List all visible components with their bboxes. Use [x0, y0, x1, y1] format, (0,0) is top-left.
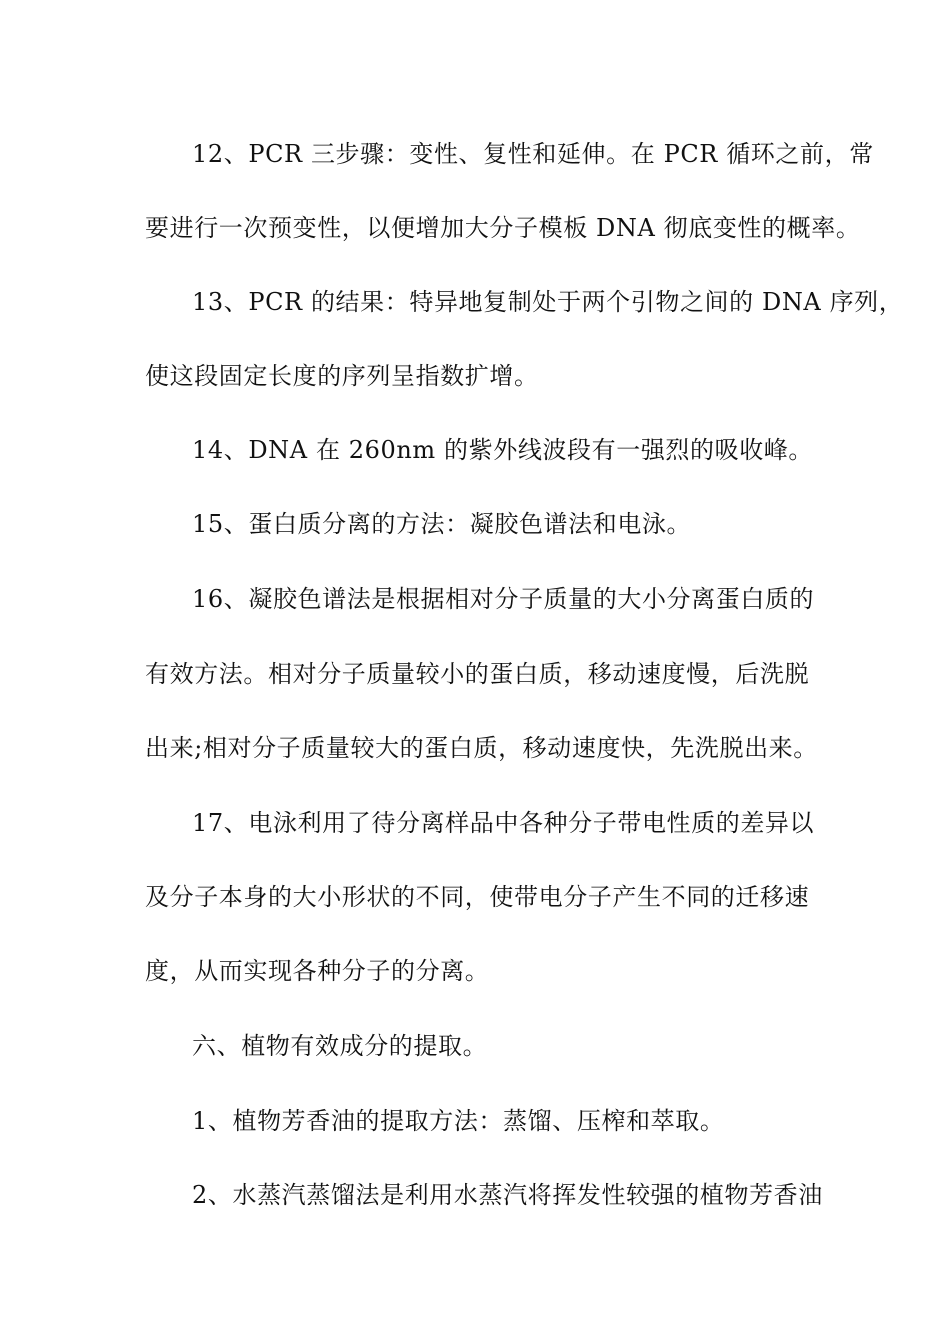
text-line: 15、蛋白质分离的方法：凝胶色谱法和电泳。 [192, 510, 692, 538]
text-line: 出来;相对分子质量较大的蛋白质，移动速度快，先洗脱出来。 [145, 734, 818, 762]
text-line: 16、凝胶色谱法是根据相对分子质量的大小分离蛋白质的 [192, 585, 815, 613]
text-line: 17、电泳利用了待分离样品中各种分子带电性质的差异以 [192, 809, 815, 837]
text-line: 使这段固定长度的序列呈指数扩增。 [145, 362, 539, 390]
text-line: 1、植物芳香油的提取方法：蒸馏、压榨和萃取。 [192, 1107, 725, 1135]
text-line: 14、DNA 在 260nm 的紫外线波段有一强烈的吸收峰。 [192, 436, 814, 464]
text-line: 要进行一次预变性，以便增加大分子模板 DNA 彻底变性的概率。 [145, 214, 861, 242]
text-line: 及分子本身的大小形状的不同，使带电分子产生不同的迁移速 [145, 883, 810, 911]
text-line: 度，从而实现各种分子的分离。 [145, 957, 490, 985]
text-line: 有效方法。相对分子质量较小的蛋白质，移动速度慢，后洗脱 [145, 660, 810, 688]
text-line: 12、PCR 三步骤：变性、复性和延伸。在 PCR 循环之前，常 [192, 140, 874, 168]
text-line: 2、水蒸汽蒸馏法是利用水蒸汽将挥发性较强的植物芳香油 [192, 1181, 823, 1209]
section-heading: 六、植物有效成分的提取。 [192, 1032, 488, 1060]
text-line: 13、PCR 的结果：特异地复制处于两个引物之间的 DNA 序列， [192, 288, 904, 316]
